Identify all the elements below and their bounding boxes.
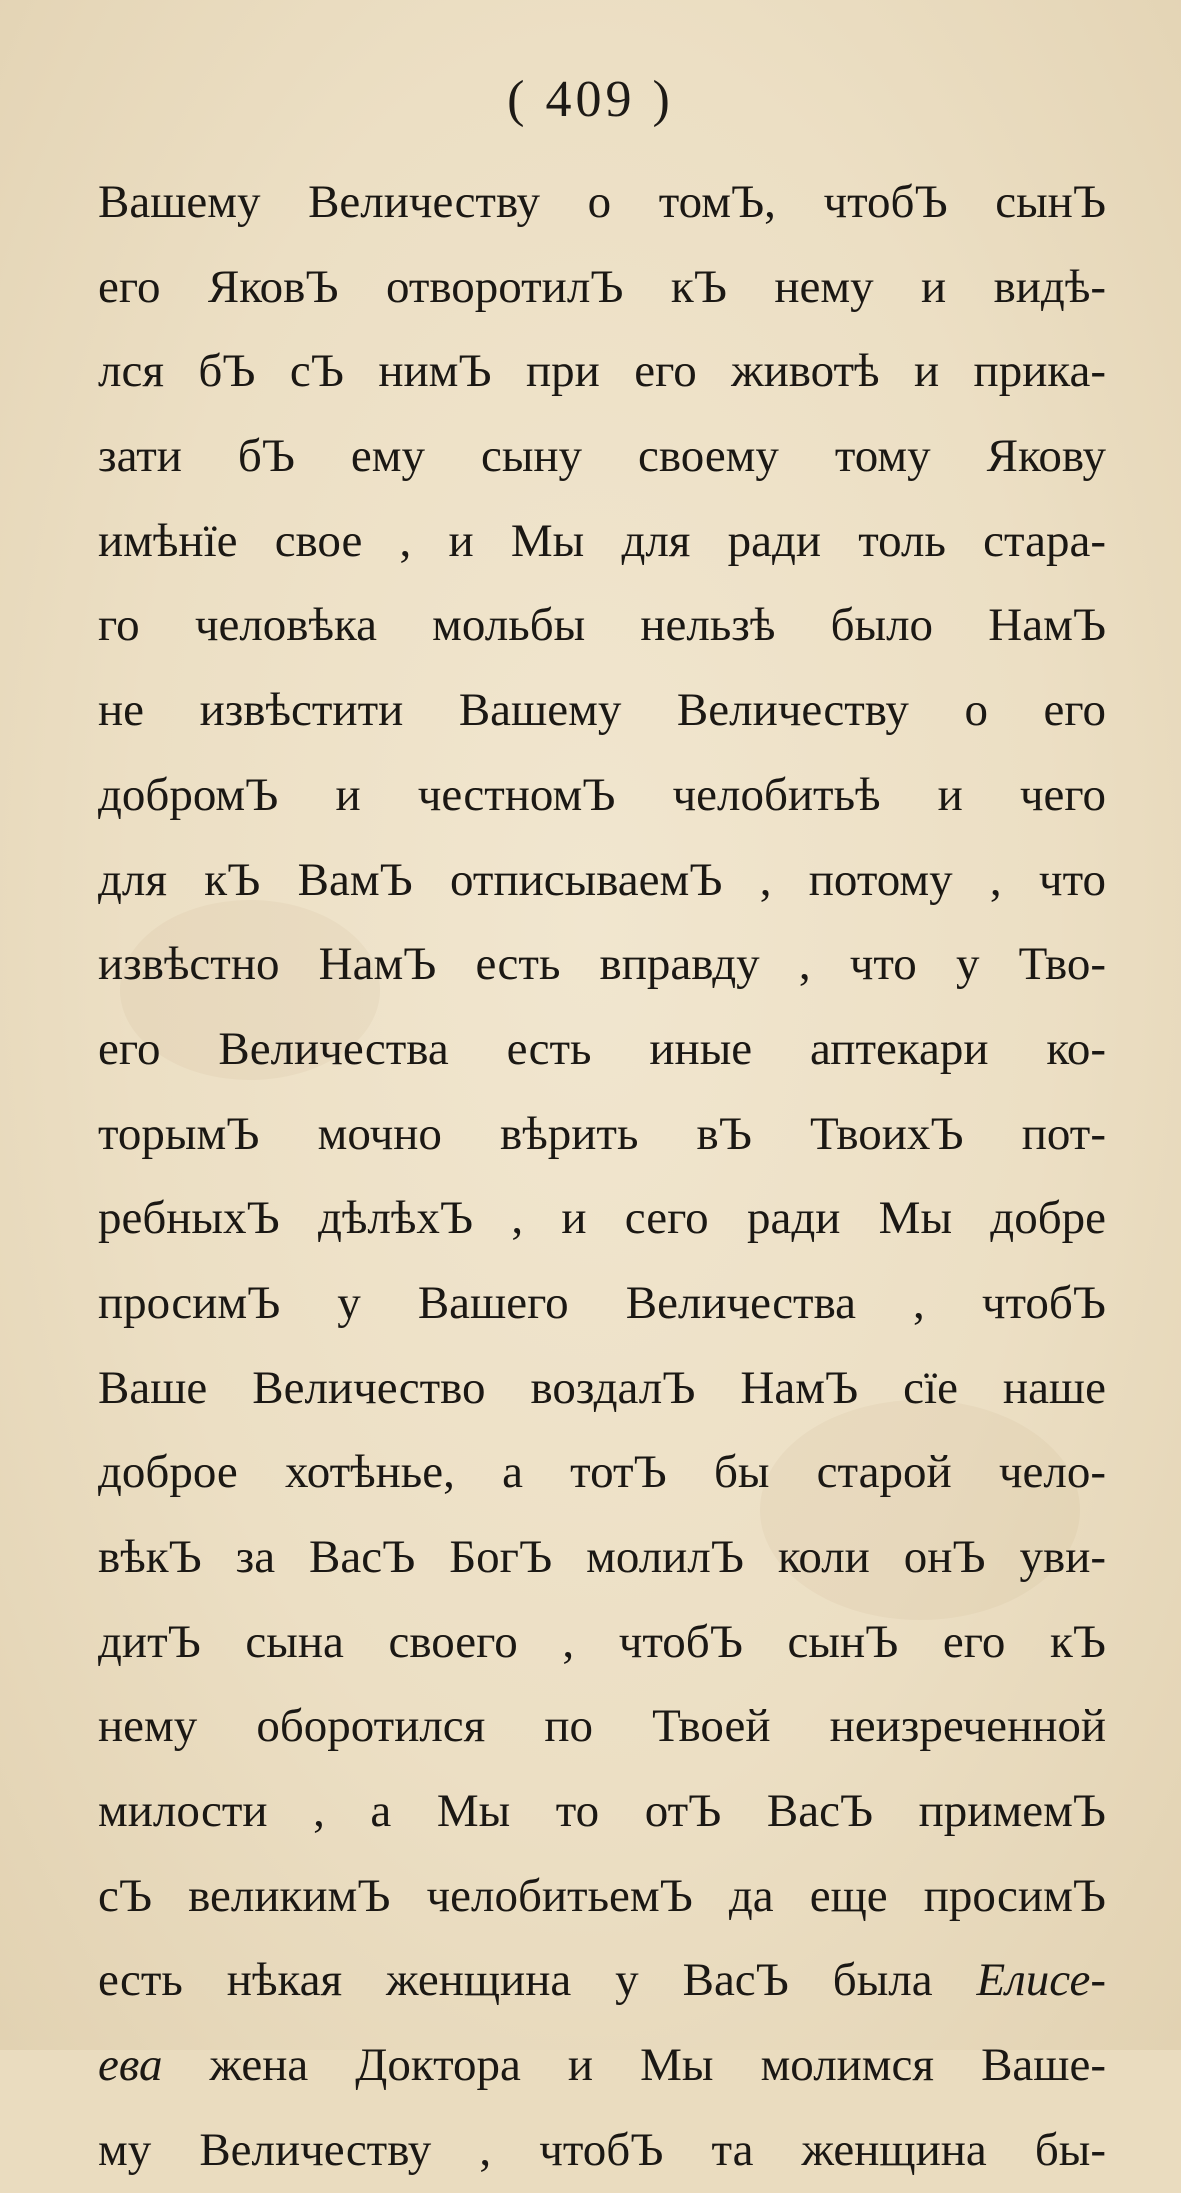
text-run: есть нѣкая женщина у ВасЪ была [98,1954,977,2007]
text-line: лся бЪ сЪ нимЪ при его животѣ и прика- [98,345,1106,398]
text-line: Вашему Величеству о томЪ, чтобЪ сынЪ [98,176,1106,228]
text-line: торымЪ мочно вѣрить вЪ ТвоихЪ пот- [98,1107,1106,1160]
text-line: нему оборотился по Твоей неизреченной [98,1700,1106,1753]
text-line: му Величеству , чтобЪ та женщина бы- [98,2123,1106,2176]
text-line: имѣнїе свое , и Мы для ради толь стара- [98,514,1106,567]
page-number: ( 409 ) [507,71,674,128]
text-line: зати бЪ ему сыну своему тому Якову [98,430,1106,483]
text-line: его ЯковЪ отворотилЪ кЪ нему и видѣ- [98,260,1106,313]
text-run: жена Доктора и Мы молимся Ваше- [162,2039,1106,2092]
text-line: дитЪ сына своего , чтобЪ сынЪ его кЪ [98,1615,1106,1668]
text-line: ребныхЪ дѣлѣхЪ , и сего ради Мы добре [98,1192,1106,1245]
text-line: Ваше Величество воздалЪ НамЪ сїе наше [98,1361,1106,1414]
text-line: сЪ великимЪ челобитьемЪ да еще просимЪ [98,1869,1106,1922]
text-line: добромЪ и честномЪ челобитьѣ и чего [98,768,1106,821]
text-line: доброе хотѣнье, а тотЪ бы старой чело- [98,1446,1106,1499]
body-text [98,160,1106,2193]
text-line: просимЪ у Вашего Величества , чтобЪ [98,1276,1106,1329]
italic-name: Елисе- [976,1954,1106,2007]
text-line: милости , а Мы то отЪ ВасЪ примемЪ [98,1785,1106,1838]
text-line: извѣстно НамЪ есть вправду , что у Тво- [98,938,1106,991]
text-line: го человѣка мольбы нельзѣ было НамЪ [98,599,1106,652]
text-line [98,1938,1106,2023]
text-line: не извѣстити Вашему Величеству о его [98,684,1106,737]
text-line: его Величества есть иные аптекари ко- [98,1022,1106,1075]
text-line [98,2023,1106,2108]
text-line: вѣкЪ за ВасЪ БогЪ молилЪ коли онЪ уви- [98,1531,1106,1583]
text-line: для кЪ ВамЪ отписываемЪ , потому , что [98,853,1106,906]
italic-name: ева [98,2039,163,2092]
